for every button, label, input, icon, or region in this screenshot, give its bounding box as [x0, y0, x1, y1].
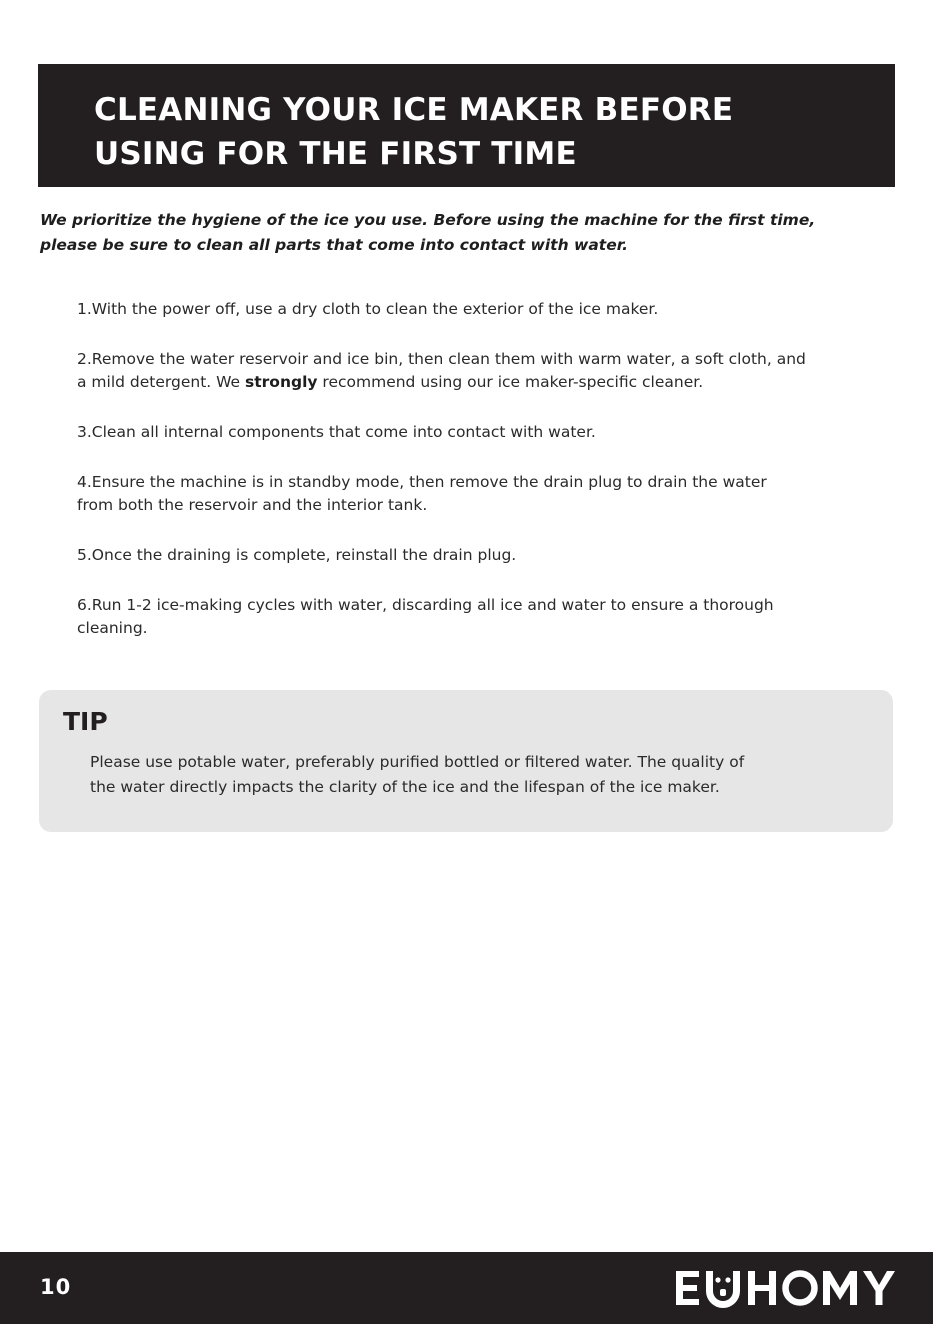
- tip-text: [90, 750, 880, 800]
- step-2-text-before: a mild detergent. We: [77, 373, 246, 391]
- step-2-line-2: [77, 371, 907, 394]
- step-6: [77, 594, 907, 640]
- tip-box: [39, 690, 893, 832]
- intro-line-1: We prioritize the hygiene of the ice you use. Before using the machine for the first time,: [40, 211, 816, 229]
- page-title-line-1: CLEANING YOUR ICE MAKER BEFORE: [94, 92, 734, 128]
- step-1: [77, 298, 907, 321]
- step-2-text-after: recommend using our ice maker-specific cleaner.: [317, 373, 704, 391]
- tip-line-2: the water directly impacts the clarity of the ice and the lifespan of the ice maker.: [90, 778, 720, 796]
- tip-line-1: Please use potable water, preferably purified bottled or filtered water. The quality of: [90, 753, 745, 771]
- page-number: 10: [40, 1275, 72, 1299]
- cleaning-steps-list: [77, 298, 907, 667]
- step-4-line-2: from both the reservoir and the interior tank.: [77, 496, 428, 514]
- step-4: [77, 471, 907, 517]
- step-2-emphasis: strongly: [245, 373, 318, 391]
- intro-paragraph: [40, 208, 910, 258]
- section-title-bar: [38, 64, 895, 187]
- step-2-line-1: 2.Remove the water reservoir and ice bin, then clean them with warm water, a soft cloth, and: [77, 350, 806, 368]
- step-5: [77, 544, 907, 567]
- brand-logo: [673, 1268, 895, 1308]
- brand-name: [0, 1252, 1, 1253]
- step-6-line-2: cleaning.: [77, 619, 148, 637]
- step-1-line-1: 1.With the power off, use a dry cloth to clean the exterior of the ice maker.: [77, 300, 659, 318]
- step-3-line-1: 3.Clean all internal components that come into contact with water.: [77, 423, 596, 441]
- step-6-line-1: 6.Run 1-2 ice-making cycles with water, discarding all ice and water to ensure a thorough: [77, 596, 774, 614]
- step-3: [77, 421, 907, 444]
- intro-line-2: please be sure to clean all parts that come into contact with water.: [40, 236, 629, 254]
- step-4-line-1: 4.Ensure the machine is in standby mode, then remove the drain plug to drain the water: [77, 473, 767, 491]
- page-title-line-2: USING FOR THE FIRST TIME: [94, 136, 577, 172]
- step-2: [77, 348, 907, 394]
- page-footer: [0, 1252, 933, 1324]
- tip-title: TIP: [63, 707, 108, 736]
- step-5-line-1: 5.Once the draining is complete, reinstall the drain plug.: [77, 546, 517, 564]
